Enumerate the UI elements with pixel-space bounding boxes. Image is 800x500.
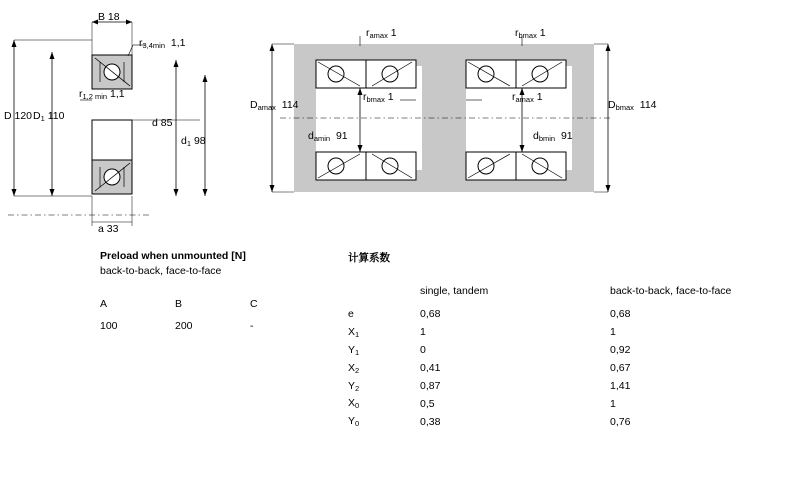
table-row xyxy=(348,341,788,359)
preload-table xyxy=(100,250,320,334)
factor-btb-Y2: 1,41 xyxy=(610,379,631,392)
factor-name-X1: $X_1$ xyxy=(348,325,360,339)
factor-btb-X0: 1 xyxy=(610,397,616,410)
factors-col-single: single, tandem xyxy=(420,285,489,297)
table-row xyxy=(348,377,788,395)
label-damin: $d_{amin}$ 91 xyxy=(308,130,348,143)
table-row xyxy=(348,394,788,412)
preload-header-A: A xyxy=(100,297,108,310)
preload-values-table xyxy=(100,298,300,334)
factor-name-Y0: $Y_0$ xyxy=(348,415,360,429)
factor-single-X2: 0,41 xyxy=(420,362,441,375)
label-ramax-top: $r_{amax}$ 1 xyxy=(366,27,397,40)
label-ramax-mid: $r_{amax}$ 1 xyxy=(512,91,543,104)
preload-table-subtitle: back-to-back, face-to-face xyxy=(100,265,222,277)
label-a: a 33 xyxy=(98,223,119,235)
table-row xyxy=(348,299,788,323)
preload-header-C: C xyxy=(250,297,258,310)
factor-btb-X1: 1 xyxy=(610,326,616,339)
preload-value-A: 100 xyxy=(100,319,118,332)
factors-col-blank xyxy=(348,285,420,299)
factor-btb-e: 0,68 xyxy=(610,308,631,321)
factor-name-X2: $X_2$ xyxy=(348,361,360,375)
factor-single-Y0: 0,38 xyxy=(420,415,441,428)
label-d1: $d_1$ 98 xyxy=(181,135,206,148)
factor-name-Y1: $Y_1$ xyxy=(348,343,360,357)
table-row xyxy=(348,359,788,377)
factor-btb-Y0: 0,76 xyxy=(610,415,631,428)
factor-single-Y2: 0,87 xyxy=(420,379,441,392)
label-d: d 85 xyxy=(152,117,173,129)
factor-single-X1: 1 xyxy=(420,326,426,339)
label-r12min: $r_{1,2 min}$ 1,1 xyxy=(79,88,125,101)
preload-value-B: 200 xyxy=(175,319,193,332)
table-row-headers xyxy=(348,285,788,299)
preload-header-B: B xyxy=(175,297,183,310)
label-D: D 120 xyxy=(4,110,33,122)
factors-values-table xyxy=(348,285,788,430)
label-dbmin: $d_{bmin}$ 91 xyxy=(533,130,573,143)
factor-btb-X2: 0,67 xyxy=(610,362,631,375)
preload-value-C: - xyxy=(250,319,254,332)
label-D1: $D_1$ 110 xyxy=(33,110,65,123)
table-row-values xyxy=(100,312,300,334)
label-rbmax-top: $r_{bmax}$ 1 xyxy=(515,27,546,40)
preload-table-title: Preload when unmounted [N] xyxy=(100,250,246,262)
factors-table-title: 计算系数 xyxy=(348,252,390,264)
table-row xyxy=(348,412,788,430)
factors-col-btb: back-to-back, face-to-face xyxy=(610,285,732,297)
label-rbmax-mid: $r_{bmax}$ 1 xyxy=(363,91,394,104)
label-Dbmax: $D_{bmax}$ 114 xyxy=(608,99,657,112)
left-bearing-diagram xyxy=(0,0,250,240)
factor-single-X0: 0,5 xyxy=(420,397,435,410)
factors-table xyxy=(348,250,788,430)
factor-single-e: 0,68 xyxy=(420,308,441,321)
factor-name-Y2: $Y_2$ xyxy=(348,379,360,393)
factor-name-e: e xyxy=(348,308,354,320)
label-r34min: $r_{3,4min}$ 1,1 xyxy=(139,37,186,50)
table-row xyxy=(348,323,788,341)
label-Damax: $D_{amax}$ 114 xyxy=(250,99,299,112)
table-row-headers xyxy=(100,298,300,312)
factor-name-X0: $X_0$ xyxy=(348,397,360,411)
label-B: B 18 xyxy=(98,11,120,23)
factor-single-Y1: 0 xyxy=(420,344,426,357)
right-bearing-pair-diagram xyxy=(250,0,800,240)
factor-btb-Y1: 0,92 xyxy=(610,344,631,357)
